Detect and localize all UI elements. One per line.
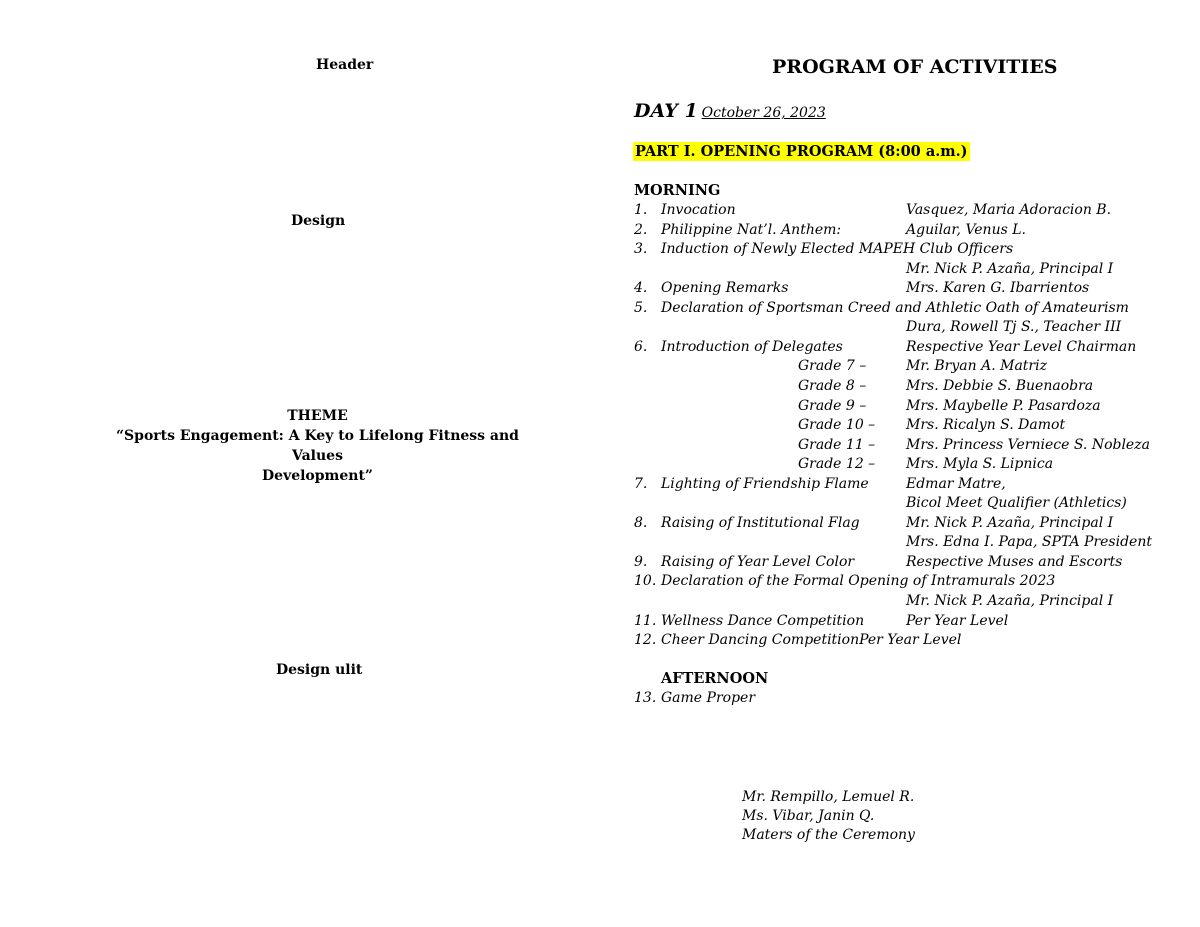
item-text: Opening Remarks [661,280,789,297]
design-ulit-label: Design ulit [276,662,363,678]
item-text: Philippine Nat’l. Anthem: [661,221,842,238]
item-person: Dura, Rowell Tj S., Teacher III [906,319,1122,336]
item-text: Induction of Newly Elected MAPEH Club Officers [661,241,1014,258]
day-label: DAY 1 [634,100,698,122]
item-number: 2. [634,221,648,238]
grade-chairman: Mrs. Ricalyn S. Damot [906,417,1066,434]
item-person: Mrs. Edna I. Papa, SPTA President [906,534,1152,551]
item-text: Wellness Dance Competition [661,612,865,629]
mc-name-2: Ms. Vibar, Janin Q. [742,808,875,824]
morning-heading: MORNING [634,182,721,199]
grade-chairman: Mrs. Princess Verniece S. Nobleza [906,436,1150,453]
theme-label: THEME [287,408,348,424]
item-number: 1. [634,202,648,218]
item-person: Mr. Nick P. Azaña, Principal I [906,593,1114,609]
item-number: 8. [634,514,648,531]
item-person: Aguilar, Venus L. [906,221,1026,238]
grade-chairman: Mr. Bryan A. Matriz [906,358,1047,375]
item-person: Edmar Matre, [906,475,1006,492]
grade-chairman: Mrs. Maybelle P. Pasardoza [906,397,1101,414]
theme-block [95,406,540,486]
design-label: Design [291,213,346,229]
afternoon-heading: AFTERNOON [661,670,769,687]
item-person: Respective Muses and Escorts [906,553,1123,570]
grade-label: Grade 11 – [798,436,876,453]
item-number: 12. [634,632,657,649]
item-number: 7. [634,475,648,492]
grade-label: Grade 9 – [798,397,867,414]
item-number: 10. [634,573,657,590]
item-number: 9. [634,553,648,570]
item-text: Raising of Institutional Flag [661,514,860,531]
grade-chairman: Mrs. Myla S. Lipnica [906,456,1054,473]
item-text: Declaration of the Formal Opening of Intramurals 2023 [661,573,1056,590]
item-person: Bicol Meet Qualifier (Athletics) [906,495,1127,512]
item-number: 4. [634,280,648,297]
item-person: Respective Year Level Chairman [906,338,1137,355]
program-title: PROGRAM OF ACTIVITIES [772,56,1058,78]
day-date: October 26, 2023 [701,105,826,121]
part-heading: PART I. OPENING PROGRAM (8:00 a.m.) [635,143,968,160]
day-heading [634,100,826,122]
item-text: Introduction of Delegates [661,338,843,355]
item-number: 6. [634,338,648,355]
theme-line-1: “Sports Engagement: A Key to Lifelong Fitness and Values [116,428,519,464]
item-text: Lighting of Friendship Flame [661,475,869,492]
mc-name-1: Mr. Rempillo, Lemuel R. [742,789,915,805]
item-text: Declaration of Sportsman Creed and Athletic Oath of Amateurism [661,299,1129,316]
item-text: Cheer Dancing CompetitionPer Year Level [661,632,962,649]
item-person: Per Year Level [906,612,1009,629]
item-person: Mr. Nick P. Azaña, Principal I [906,260,1114,277]
item-number: 5. [634,299,648,316]
mc-role: Maters of the Ceremony [742,827,915,843]
grade-label: Grade 12 – [798,456,876,473]
item-number: 3. [634,241,648,258]
theme-line-2: Development” [262,468,373,484]
header-label: Header [316,57,374,73]
item-person: Mrs. Karen G. Ibarrientos [906,280,1090,297]
grade-label: Grade 10 – [798,417,876,434]
item-person: Mr. Nick P. Azaña, Principal I [906,514,1114,531]
item-number: 11. [634,612,657,629]
item-text: Raising of Year Level Color [661,553,855,570]
item-number: 13. [634,690,657,706]
item-text: Game Proper [661,690,756,706]
grade-label: Grade 7 – [798,358,867,375]
grade-label: Grade 8 – [798,377,867,394]
grade-chairman: Mrs. Debbie S. Buenaobra [906,377,1094,394]
item-text: Invocation [661,202,736,218]
item-person: Vasquez, Maria Adoracion B. [906,202,1112,218]
